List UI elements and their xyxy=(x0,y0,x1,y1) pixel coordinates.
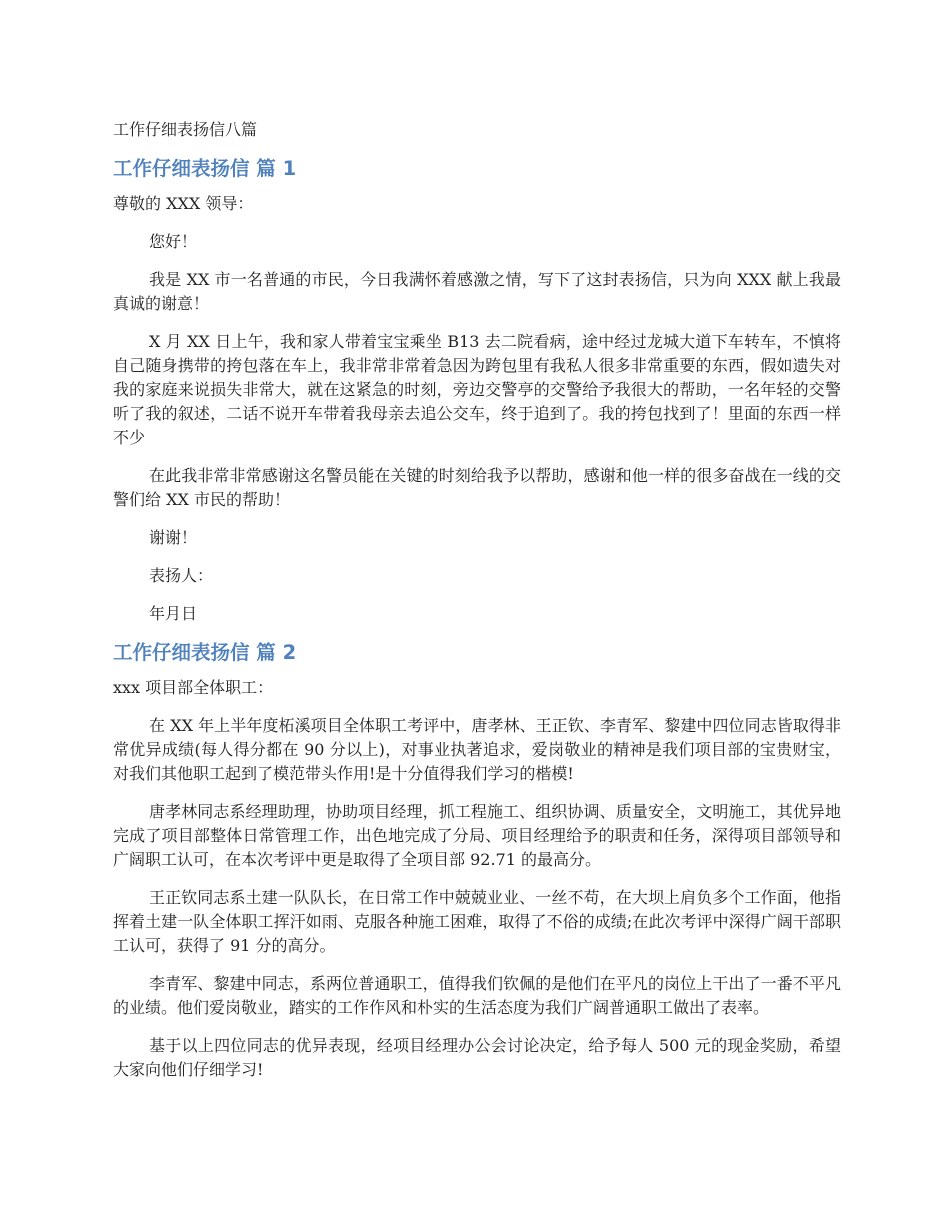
salutation: 尊敬的 XXX 领导： xyxy=(113,194,254,213)
document-title: 工作仔细表扬信八篇 xyxy=(113,120,258,139)
paragraph: X 月 XX 日上午，我和家人带着宝宝乘坐 B13 去二院看病，途中经过龙城大道下车转车，不慎将自己随身携带的挎包落在车上，我非常非常着急因为跨包里有我私人很多非常重要的东西，假如遗失对我的家庭来说损失非常大，就在这紧急的时刻，旁边交警亭的交警给予我很大的帮助，一名年轻的交警听了我的叙述，二话不说开车带着我母亲去追公交车，终于追到了。我的挎包找到了！里面的东西一样不少 xyxy=(113,332,841,447)
paragraph: 王正钦同志系土建一队队长，在日常工作中兢兢业业、一丝不苟，在大坝上肩负多个工作面，他指挥着土建一队全体职工挥汗如雨、克服各种施工困难，取得了不俗的成绩;在此次考评中深得广阔干部职工认可，获得了 91 分的高分。 xyxy=(113,888,841,955)
section-heading: 工作仔细表扬信 篇 1 xyxy=(113,157,297,180)
paragraph: 在此我非常非常感谢这名警员能在关键的时刻给我予以帮助，感谢和他一样的很多奋战在一线的交警们给 XX 市民的帮助！ xyxy=(113,466,841,509)
salutation: xxx 项目部全体职工： xyxy=(113,678,274,697)
paragraph: 我是 XX 市一名普通的市民，今日我满怀着感激之情，写下了这封表扬信，只为向 XXX 献上我最真诚的谢意！ xyxy=(113,270,841,313)
letter-section-1 xyxy=(113,156,841,626)
paragraph: 在 XX 年上半年度柘溪项目全体职工考评中，唐孝林、王正钦、李青军、黎建中四位同志皆取得非常优异成绩(每人得分都在 90 分以上)，对事业执著追求，爱岗敬业的精神是我们项目部的宝贵财宝，对我们其他职工起到了模范带头作用!是十分值得我们学习的楷模! xyxy=(113,716,841,783)
letter-section-2 xyxy=(113,640,841,1082)
paragraph: 基于以上四位同志的优异表现，经项目经理办公会讨论决定，给予每人 500 元的现金奖励，希望大家向他们仔细学习! xyxy=(113,1036,841,1079)
signature-label: 表扬人： xyxy=(149,566,214,585)
paragraph: 李青军、黎建中同志，系两位普通职工，值得我们钦佩的是他们在平凡的岗位上干出了一番不平凡的业绩。他们爱岗敬业，踏实的工作作风和朴实的生活态度为我们广阔普通职工做出了表率。 xyxy=(113,974,841,1017)
paragraph: 您好！ xyxy=(149,232,198,251)
document-page xyxy=(113,118,841,1096)
paragraph: 唐孝林同志系经理助理，协助项目经理，抓工程施工、组织协调、质量安全，文明施工，其优异地完成了项目部整体日常管理工作，出色地完成了分局、项目经理给予的职责和任务，深得项目部领导和广阔职工认可，在本次考评中更是取得了全项目部 92.71 的最高分。 xyxy=(113,802,841,869)
date-line: 年月日 xyxy=(149,604,198,623)
paragraph: 谢谢！ xyxy=(149,528,198,547)
section-heading: 工作仔细表扬信 篇 2 xyxy=(113,641,297,664)
